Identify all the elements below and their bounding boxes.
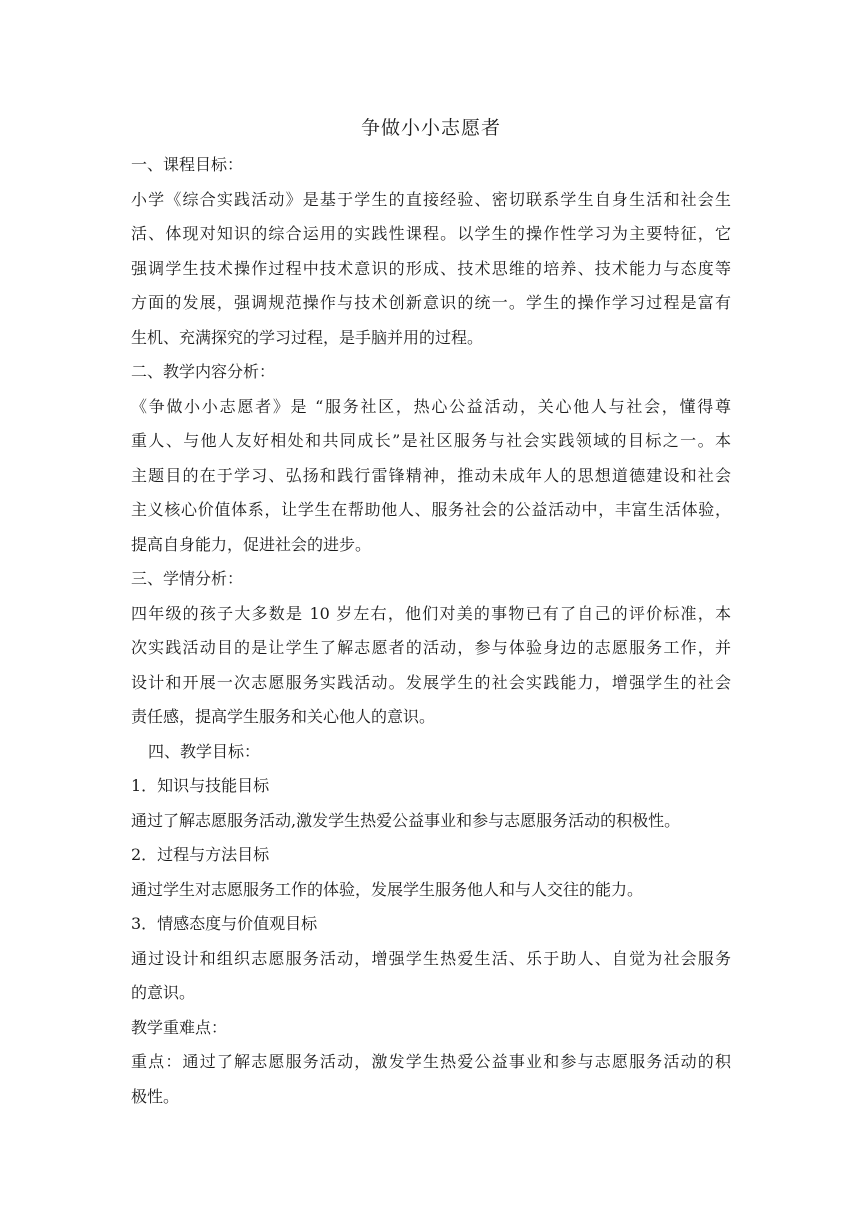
paragraph-line: 重点：通过了解志愿服务活动，激发学生热爱公益事业和参与志愿服务活动的积 [131, 1052, 731, 1071]
paragraph-line: 极性。 [131, 1086, 180, 1106]
section-heading-key-points: 教学重难点： [131, 1017, 228, 1037]
section-heading-teaching-goals: 四、教学目标： [148, 741, 261, 761]
paragraph-line: 次实践活动目的是让学生了解志愿者的活动，参与体验身边的志愿服务工作，并 [131, 638, 731, 657]
document-body [131, 112, 731, 1114]
paragraph-line: 设计和开展一次志愿服务实践活动。发展学生的社会实践能力，增强学生的社会 [131, 672, 731, 692]
paragraph-line: 小学《综合实践活动》是基于学生的直接经验、密切联系学生自身生活和社会生 [131, 189, 731, 209]
paragraph-line: 四年级的孩子大多数是 10 岁左右，他们对美的事物已有了自己的评价标准，本 [131, 603, 731, 623]
goal-title-knowledge-skills: 1．知识与技能目标 [131, 776, 270, 795]
section-heading-student-analysis: 三、学情分析： [131, 569, 244, 588]
paragraph-line: 重人、与他人友好相处和共同成长”是社区服务与社会实践领域的目标之一。本 [131, 431, 731, 450]
goal-text-process-methods: 通过学生对志愿服务工作的体验，发展学生服务他人和与人交往的能力。 [131, 879, 644, 899]
paragraph-line: 责任感，提高学生服务和关心他人的意识。 [131, 707, 436, 726]
paragraph-line: 方面的发展，强调规范操作与技术创新意识的统一。学生的操作学习过程是富有 [131, 293, 731, 312]
section-heading-course-goals: 一、课程目标： [131, 155, 244, 174]
document-title: 争做小小志愿者 [360, 117, 501, 139]
goal-title-emotion-values: 3．情感态度与价值观目标 [131, 914, 318, 933]
paragraph-line: 主题目的在于学习、弘扬和践行雷锋精神，推动未成年人的思想道德建设和社会 [131, 465, 731, 485]
paragraph-line: 主义核心价值体系，让学生在帮助他人、服务社会的公益活动中，丰富生活体验， [131, 500, 731, 519]
goal-text-knowledge-skills: 通过了解志愿服务活动,激发学生热爱公益事业和参与志愿服务活动的积极性。 [131, 810, 681, 830]
goal-text-emotion-values: 的意识。 [131, 983, 196, 1002]
paragraph-line: 生机、充满探究的学习过程，是手脑并用的过程。 [131, 327, 484, 347]
goal-text-emotion-values: 通过设计和组织志愿服务活动，增强学生热爱生活、乐于助人、自觉为社会服务 [131, 948, 731, 968]
paragraph-line: 《争做小小志愿者》是 “服务社区，热心公益活动，关心他人与社会，懂得尊 [131, 396, 731, 416]
paragraph-line: 提高自身能力，促进社会的进步。 [131, 534, 372, 554]
section-heading-content-analysis: 二、教学内容分析： [131, 362, 276, 381]
goal-title-process-methods: 2．过程与方法目标 [131, 845, 270, 864]
paragraph-line: 活、体现对知识的综合运用的实践性课程。以学生的操作性学习为主要特征，它 [131, 224, 731, 243]
paragraph-line: 强调学生技术操作过程中技术意识的形成、技术思维的培养、技术能力与态度等 [131, 258, 731, 278]
